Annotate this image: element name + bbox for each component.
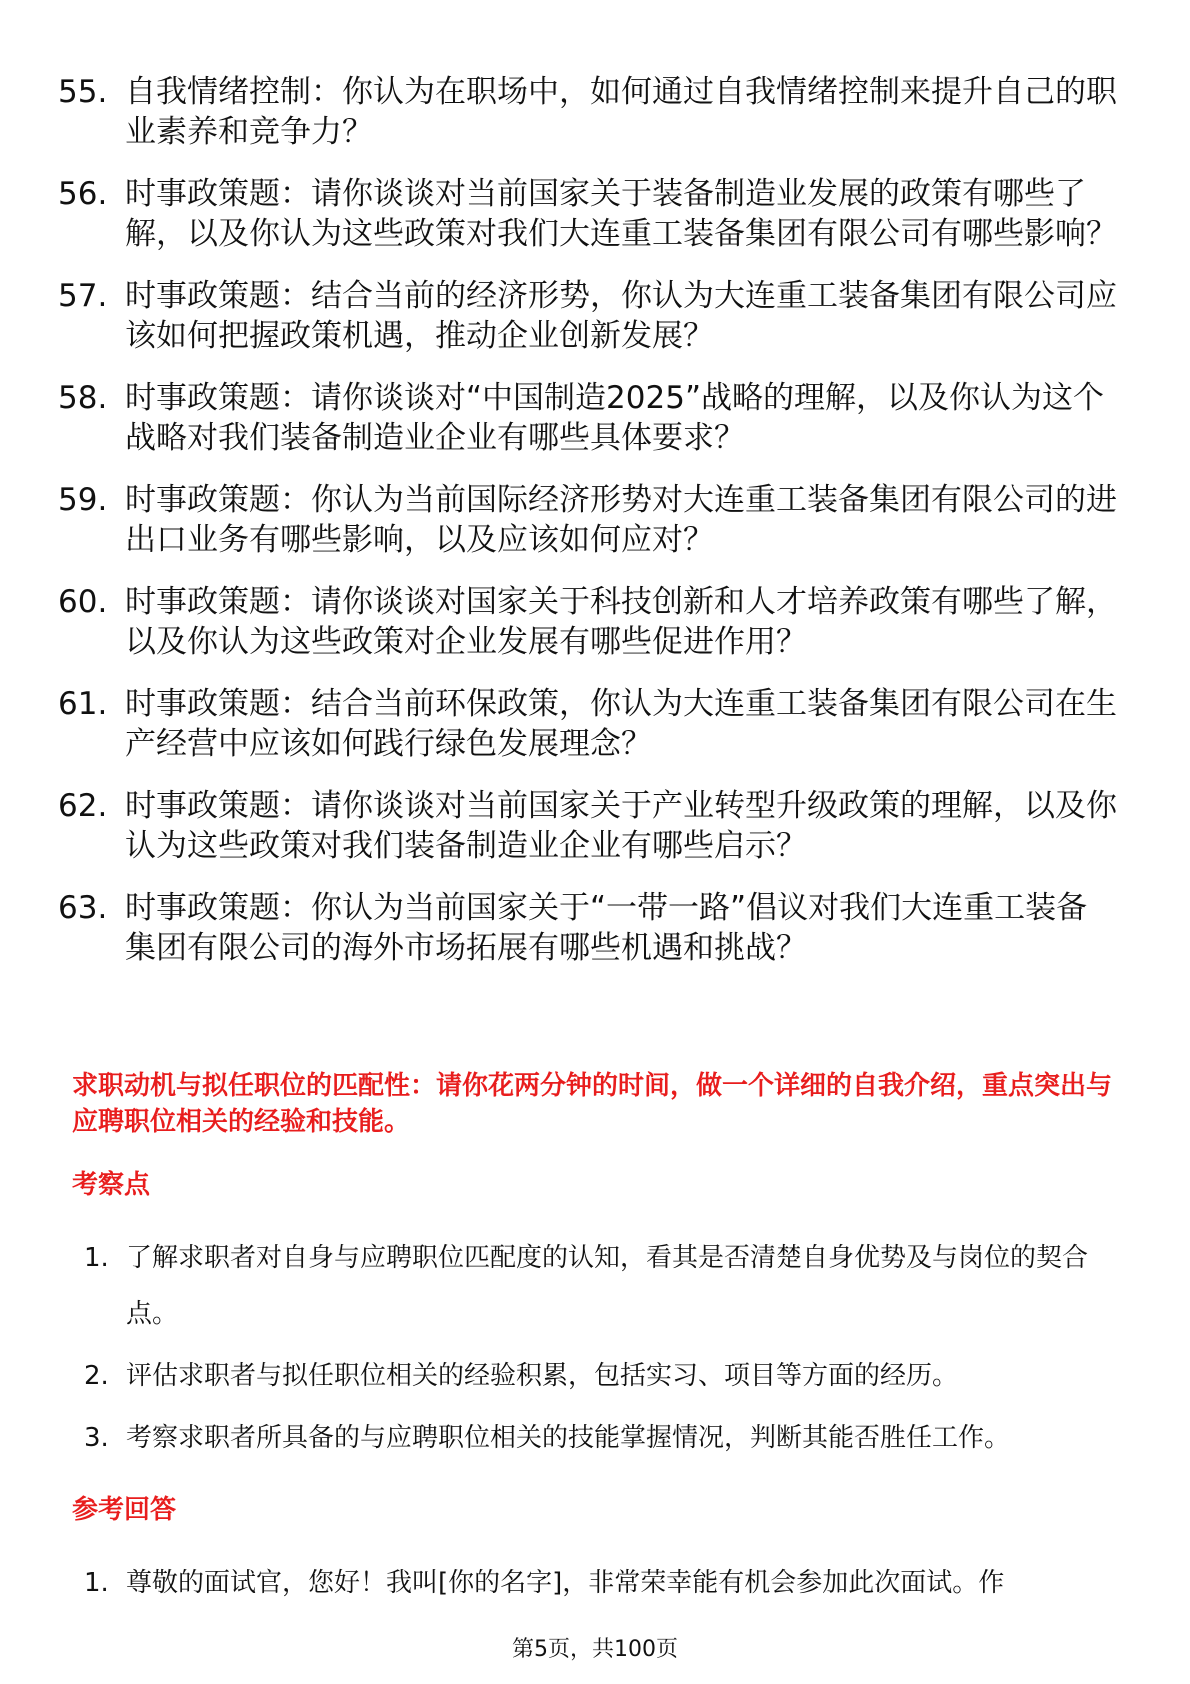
answer-text: 尊敬的面试官，您好！我叫[你的名字]，非常荣幸能有机会参加此次面试。作 xyxy=(126,1568,1005,1598)
point-number: 3. xyxy=(84,1423,109,1453)
question-item xyxy=(58,480,1118,560)
page-number-footer: 第5页，共100页 xyxy=(512,1637,678,1662)
question-text: 时事政策题：结合当前环保政策，你认为大连重工装备集团有限公司在生产经营中应该如何践行绿色发展理念？ xyxy=(125,686,1117,762)
point-number: 1. xyxy=(84,1243,109,1273)
question-number: 57. xyxy=(58,278,108,314)
question-item xyxy=(58,72,1118,152)
question-number: 59. xyxy=(58,482,108,518)
section-question-title: 求职动机与拟任职位的匹配性：请你花两分钟的时间，做一个详细的自我介绍，重点突出与应聘职位相关的经验和技能。 xyxy=(72,1071,1113,1137)
answer-item xyxy=(84,1555,1120,1611)
question-item xyxy=(58,378,1118,458)
question-number: 58. xyxy=(58,380,108,416)
point-item xyxy=(84,1230,1120,1342)
question-item xyxy=(58,684,1118,764)
question-item xyxy=(58,582,1118,662)
question-item xyxy=(58,276,1118,356)
point-text: 了解求职者对自身与应聘职位匹配度的认知，看其是否清楚自身优势及与岗位的契合点。 xyxy=(126,1243,1089,1329)
question-text: 时事政策题：请你谈谈对当前国家关于产业转型升级政策的理解，以及你认为这些政策对我们装备制造业企业有哪些启示？ xyxy=(125,788,1117,864)
point-item xyxy=(84,1410,1120,1466)
question-text: 时事政策题：你认为当前国际经济形势对大连重工装备集团有限公司的进出口业务有哪些影响，以及应该如何应对？ xyxy=(125,482,1117,558)
question-list xyxy=(58,72,1118,990)
answer-heading: 参考回答 xyxy=(72,1495,177,1525)
question-number: 56. xyxy=(58,176,108,212)
question-text: 时事政策题：请你谈谈对“中国制造2025”战略的理解，以及你认为这个战略对我们装备制造业企业有哪些具体要求？ xyxy=(125,380,1105,456)
question-text: 时事政策题：结合当前的经济形势，你认为大连重工装备集团有限公司应该如何把握政策机遇，推动企业创新发展？ xyxy=(125,278,1117,354)
question-number: 55. xyxy=(58,74,108,110)
point-text: 考察求职者所具备的与应聘职位相关的技能掌握情况，判断其能否胜任工作。 xyxy=(126,1423,1011,1453)
question-number: 60. xyxy=(58,584,108,620)
points-heading: 考察点 xyxy=(72,1170,151,1200)
question-text: 时事政策题：请你谈谈对国家关于科技创新和人才培养政策有哪些了解，以及你认为这些政策对企业发展有哪些促进作用？ xyxy=(125,584,1117,660)
answer-number: 1. xyxy=(84,1568,109,1598)
question-item xyxy=(58,888,1118,968)
question-number: 61. xyxy=(58,686,108,722)
question-number: 62. xyxy=(58,788,108,824)
question-item xyxy=(58,786,1118,866)
point-item xyxy=(84,1348,1120,1404)
question-text: 时事政策题：请你谈谈对当前国家关于装备制造业发展的政策有哪些了解，以及你认为这些政策对我们大连重工装备集团有限公司有哪些影响？ xyxy=(125,176,1117,252)
answer-list xyxy=(84,1555,1120,1617)
question-text: 时事政策题：你认为当前国家关于“一带一路”倡议对我们大连重工装备集团有限公司的海外市场拓展有哪些机遇和挑战？ xyxy=(125,890,1088,966)
point-number: 2. xyxy=(84,1361,109,1391)
question-text: 自我情绪控制：你认为在职场中，如何通过自我情绪控制来提升自己的职业素养和竞争力？ xyxy=(125,74,1117,150)
question-item xyxy=(58,174,1118,254)
point-text: 评估求职者与拟任职位相关的经验积累，包括实习、项目等方面的经历。 xyxy=(126,1361,959,1391)
question-number: 63. xyxy=(58,890,108,926)
points-list xyxy=(84,1230,1120,1472)
